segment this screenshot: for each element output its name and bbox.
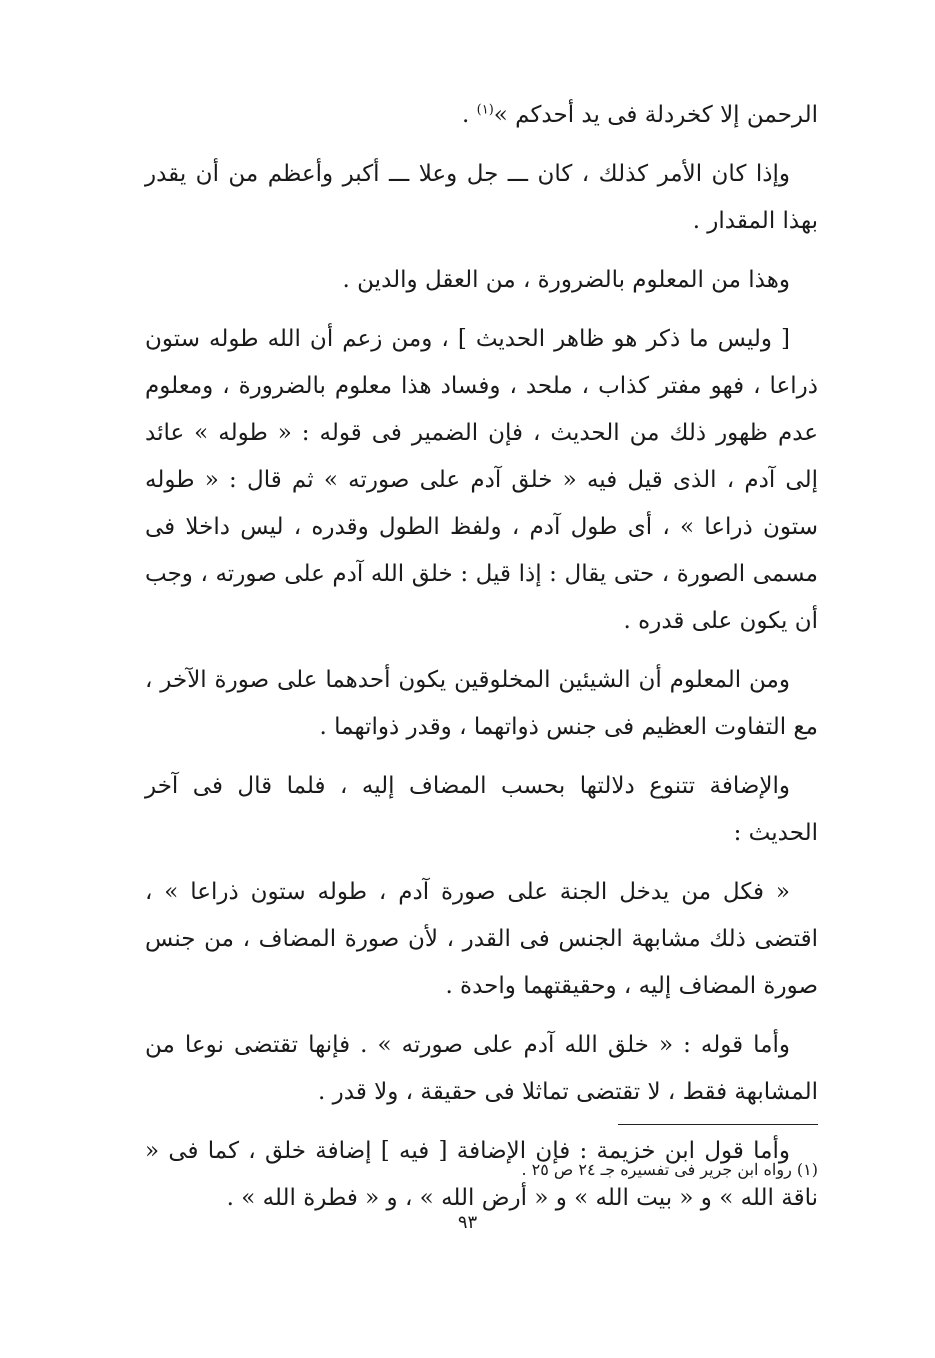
footnote-text: (١) رواه ابن جرير فى تفسيره جـ ٢٤ ص ٢٥ . — [521, 1160, 818, 1179]
paragraph-5: ومن المعلوم أن الشيئين المخلوقين يكون أحدهما على صورة الآخر ، مع التفاوت العظيم فى جنس ذواتهما ، وقدر ذواتهما . — [145, 667, 818, 740]
paragraph-3: وهذا من المعلوم بالضرورة ، من العقل والدين . — [342, 267, 790, 293]
page-number: ٩٣ — [457, 1212, 478, 1233]
paragraph-2: وإذا كان الأمر كذلك ، كان ـــ جل وعلا ـــ أكبر وأعظم من أن يقدر بهذا المقدار . — [145, 161, 818, 234]
paragraph-8: وأما قوله : « خلق الله آدم على صورته » . فإنها تقتضى نوعا من المشابهة فقط ، لا تقتضى تماثلا فى حقيقة ، ولا قدر . — [145, 1032, 818, 1105]
footnote-reference[interactable]: (١) — [476, 102, 494, 118]
paragraph-4: [ وليس ما ذكر هو ظاهر الحديث ] ، ومن زعم أن الله طوله ستون ذراعا ، فهو مفتر كذاب ، ملحد ، وفساد هذا معلوم بالضرورة ، ومعلوم عدم ظهور ذلك من الحديث ، فإن الضمير فى قوله : « طوله » عائد إلى آدم ، الذى قيل فيه « خلق آدم على صورته » ثم قال : « طوله ستون ذراعا » ، أى طول آدم ، ولفظ الطول وقدره ، ليس داخلا فى مسمى الصورة ، حتى يقال : إذا قيل : خلق الله آدم على صورته ، وجب أن يكون على قدره . — [145, 326, 818, 634]
paragraph-7: « فكل من يدخل الجنة على صورة آدم ، طوله ستون ذراعا » ، اقتضى ذلك مشابهة الجنس فى القدر ، لأن صورة المضاف ، من جنس صورة المضاف إليه ، وحقيقتهما واحدة . — [145, 879, 818, 999]
footnote-divider — [618, 1124, 818, 1125]
paragraph-9: وأما قول ابن خزيمة : فإن الإضافة [ فيه ] إضافة خلق ، كما فى « ناقة الله » و « بيت الله » و « أرض الله » ، و « فطرة الله » . — [145, 1138, 818, 1211]
paragraph-6: والإضافة تتنوع دلالتها بحسب المضاف إليه ، فلما قال فى آخر الحديث : — [145, 773, 818, 846]
main-text — [145, 92, 818, 1234]
paragraph-1: الرحمن إلا كخردلة فى يد أحدكم »$^{(١)}$ . — [462, 102, 818, 128]
